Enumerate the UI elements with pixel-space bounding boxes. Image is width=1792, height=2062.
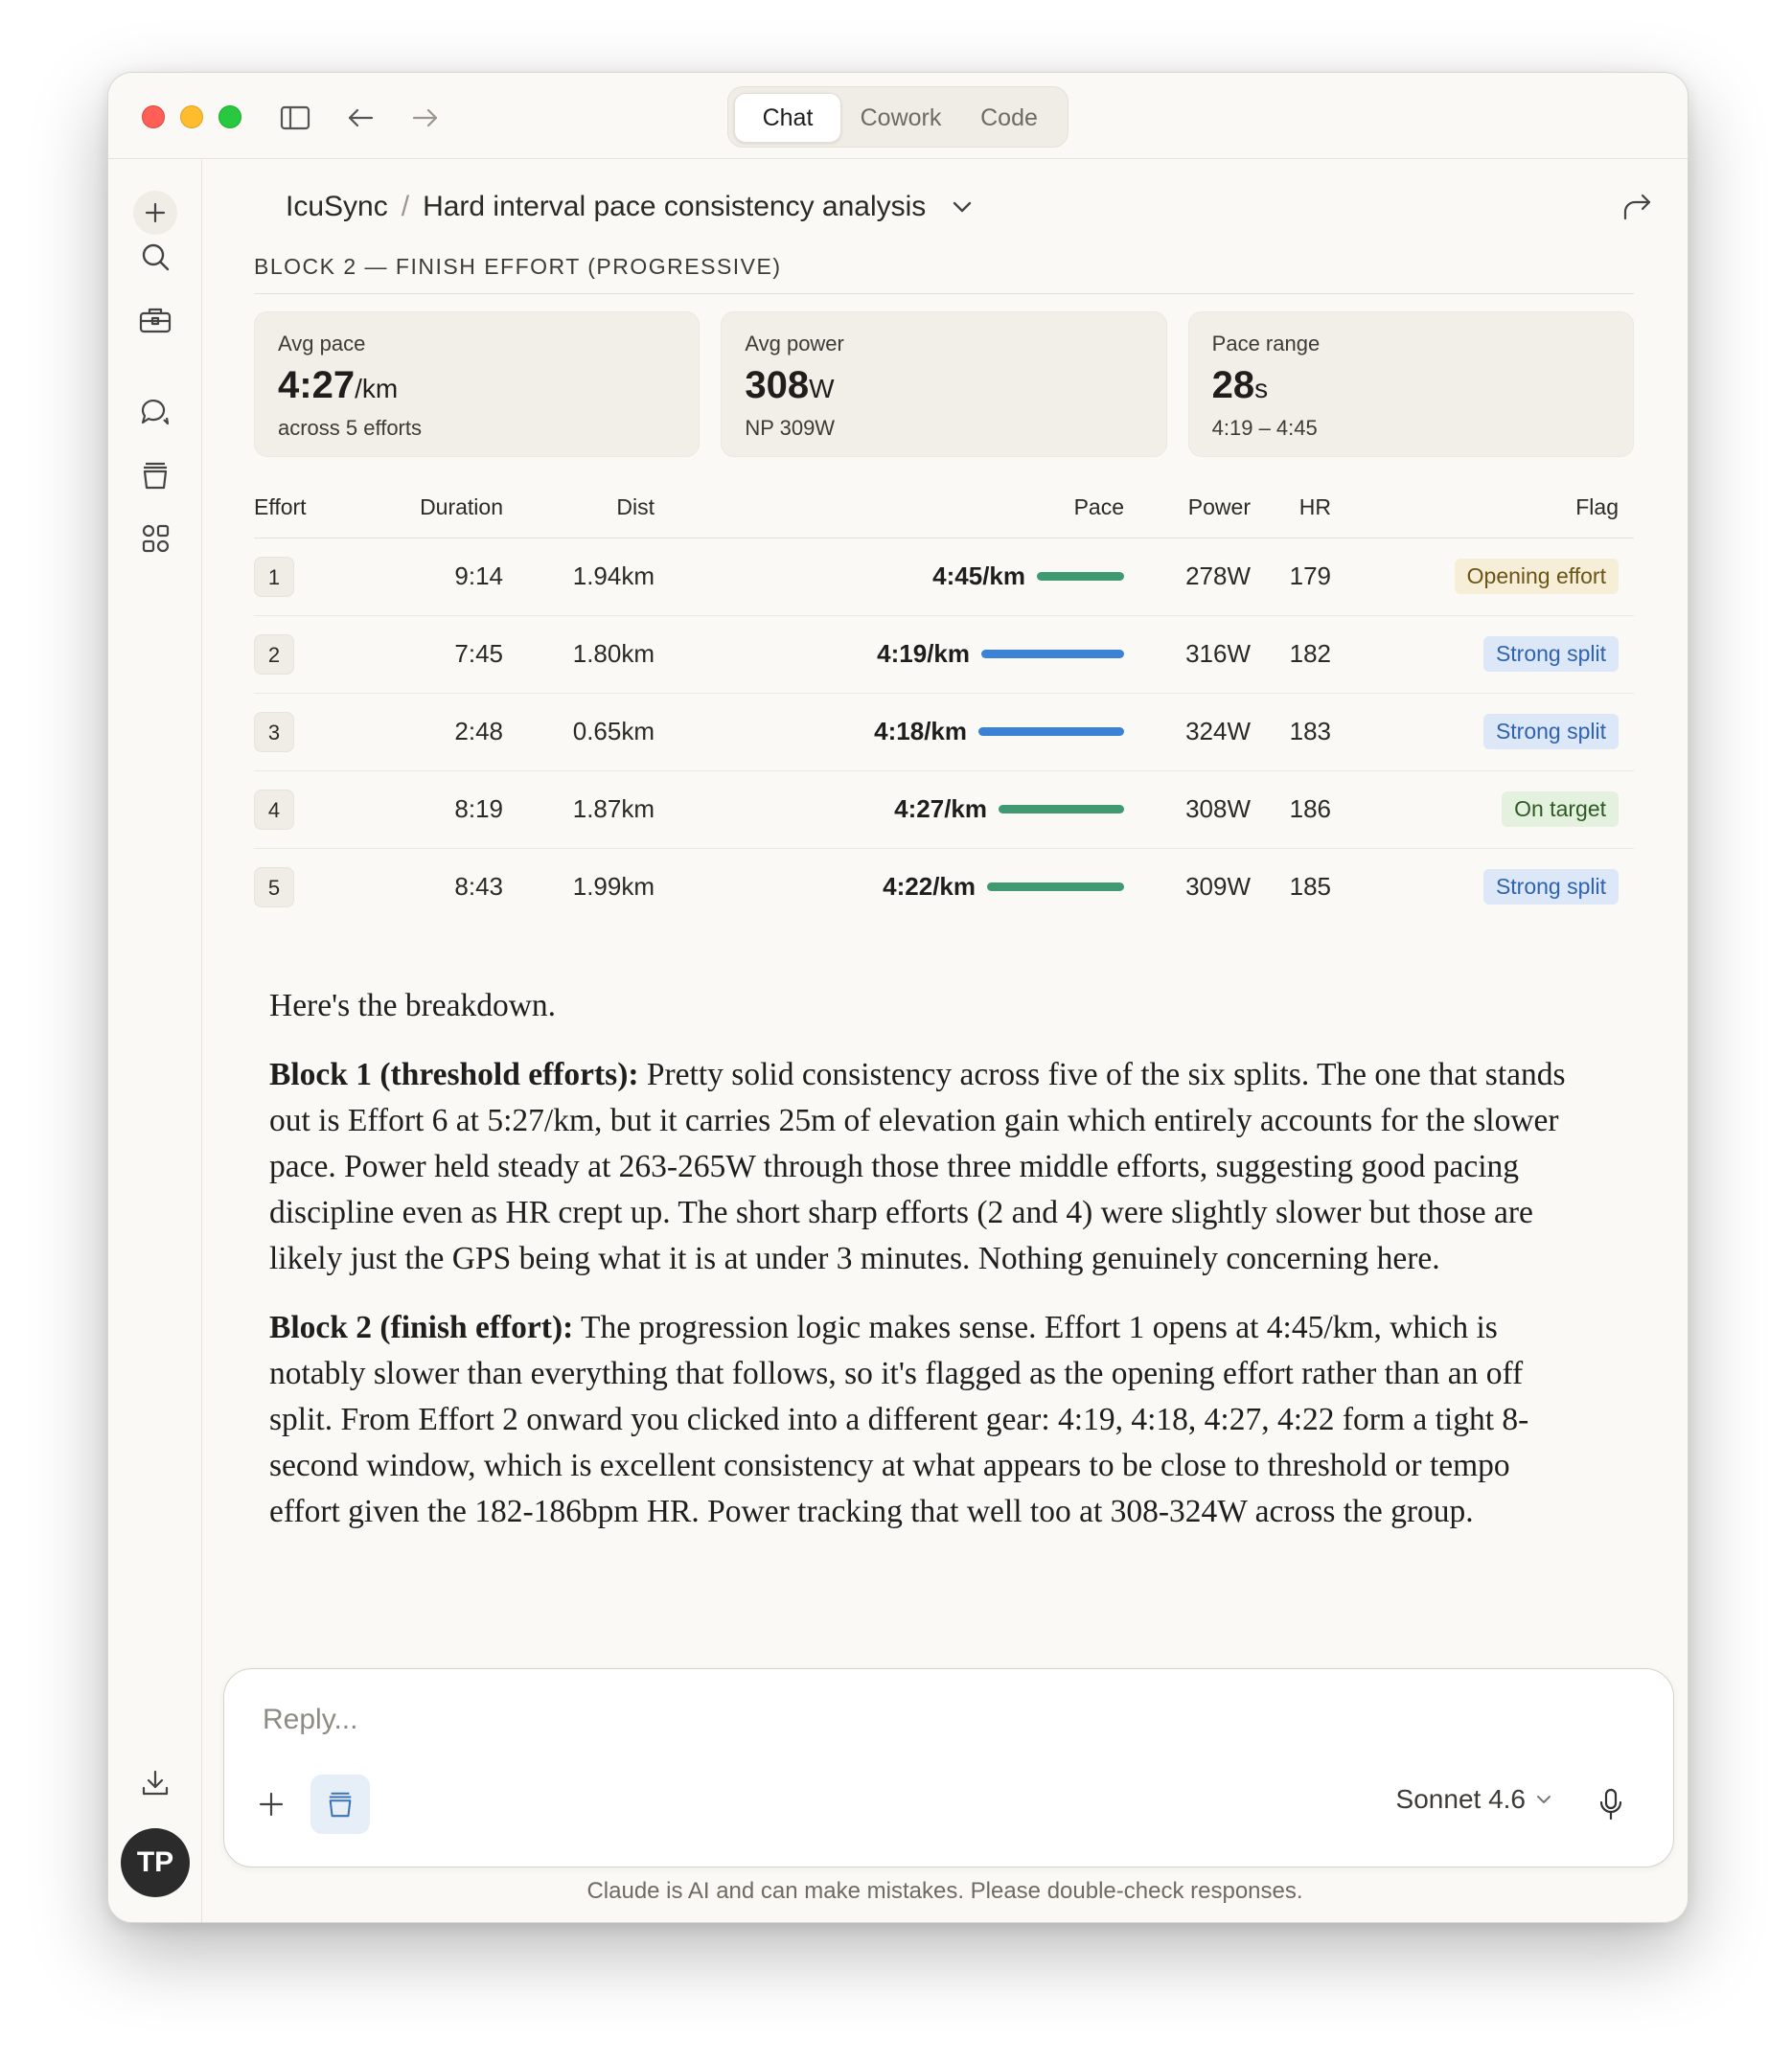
message-block1 [269, 1052, 1573, 1282]
pace-value: 4:18/km [874, 717, 967, 745]
hr-cell: 182 [1251, 615, 1331, 693]
block1-heading: Block 1 (threshold efforts): [269, 1057, 639, 1092]
minimize-window-button[interactable] [180, 105, 203, 128]
dist-cell: 1.99km [572, 872, 655, 902]
stat-value: 308 [745, 364, 810, 406]
table-row [254, 848, 1634, 926]
block2-heading: Block 2 (finish effort): [269, 1310, 574, 1345]
hr-cell: 186 [1251, 770, 1331, 848]
mode-switcher [727, 86, 1068, 148]
power-cell: 309W [1185, 872, 1251, 902]
stat-sub: 4:19 – 4:45 [1211, 416, 1318, 440]
dist-cell: 1.94km [503, 538, 655, 615]
flag-cell [1331, 770, 1634, 848]
duration-cell: 7:45 [369, 615, 503, 693]
section-title: BLOCK 2 — FINISH EFFORT (PROGRESSIVE) [254, 245, 1634, 294]
breadcrumb-separator: / [401, 191, 410, 222]
disclaimer: Claude is AI and can make mistakes. Please double-check responses. [586, 1878, 1303, 1904]
flag-cell [1331, 848, 1634, 926]
search-icon[interactable] [131, 233, 179, 281]
stat-card-pace-range [1188, 311, 1634, 457]
hr-cell: 183 [1251, 693, 1331, 770]
stat-sub: across 5 efforts [278, 416, 422, 440]
table-body [254, 538, 1634, 926]
download-icon[interactable] [131, 1759, 179, 1807]
stat-card-avg-pace [254, 311, 700, 457]
effort-number: 2 [254, 634, 294, 675]
pace-value: 4:27/km [894, 794, 987, 823]
col-duration: Duration [369, 478, 503, 538]
flag-badge: Strong split [1483, 714, 1619, 749]
col-power: Power [1124, 478, 1251, 538]
dist-cell: 1.87km [503, 770, 655, 848]
table-header-row [254, 478, 1634, 538]
effort-number: 3 [254, 712, 294, 752]
sidebar-toggle-icon[interactable] [279, 102, 311, 134]
breadcrumb [286, 186, 974, 228]
effort-number: 4 [254, 790, 294, 830]
model-selector[interactable] [1396, 1784, 1552, 1815]
assistant-message [269, 983, 1573, 1558]
message-intro: Here's the breakdown. [269, 988, 557, 1023]
pace-cell [655, 770, 1124, 848]
dist-cell: 1.80km [503, 615, 655, 693]
tab-cowork[interactable]: Cowork [860, 103, 942, 131]
table-row [254, 538, 1634, 615]
conversation-title[interactable]: Hard interval pace consistency analysis [423, 191, 927, 222]
col-hr: HR [1251, 478, 1331, 538]
stat-label: Pace range [1211, 332, 1321, 355]
pace-wrap [655, 717, 1124, 746]
stat-value: 4:27 [278, 364, 356, 406]
add-attachment-button[interactable] [241, 1775, 301, 1834]
title-bar [108, 73, 1688, 159]
flag-cell [1331, 538, 1634, 615]
col-dist: Dist [503, 478, 655, 538]
tab-code[interactable]: Code [980, 103, 1038, 131]
pace-value: 4:22/km [883, 872, 976, 902]
forward-arrow-icon[interactable] [409, 102, 442, 134]
power-cell: 324W [1124, 693, 1251, 770]
flag-badge: Opening effort [1455, 559, 1619, 594]
pace-bar [999, 805, 1124, 813]
projects-icon[interactable] [131, 451, 179, 499]
stat-card-avg-power [721, 311, 1166, 457]
effort-cell [254, 538, 369, 615]
effort-cell [254, 848, 369, 926]
block2-text: The progression logic makes sense. Effort 1 opens at 4:45/km, which is notably slower than everything that follows, so it's flagged as the opening effort rather than an off split. From Effort 2 onward you clicked into a different gear: 4:19, 4:18, 4:27, 4:22 form a tight 8-second window, which is excellent consistency at what appears to be close to threshold or tempo effort given the 182-186bpm HR. Power tracking that well too at 308-324W across the group. [269, 1310, 1529, 1529]
flag-badge: On target [1502, 791, 1619, 827]
table-row [254, 770, 1634, 848]
pace-bar [1037, 572, 1124, 581]
pace-cell [655, 615, 1124, 693]
col-pace: Pace [655, 478, 1124, 538]
microphone-icon[interactable] [1587, 1780, 1635, 1828]
tab-chat[interactable]: Chat [734, 93, 841, 143]
pace-value: 4:45/km [932, 561, 1025, 590]
flag-badge: Strong split [1483, 869, 1619, 905]
flag-cell [1331, 693, 1634, 770]
pace-cell [655, 538, 1124, 615]
power-cell: 278W [1124, 538, 1251, 615]
project-context-button[interactable] [310, 1775, 370, 1834]
app-window [107, 72, 1689, 1923]
model-name: Sonnet 4.6 [1395, 1784, 1526, 1814]
block1-text: Pretty solid consistency across five of the six splits. The one that stands out is Effort 6 at 5:27/km, but it carries 25m of elevation gain which entirely accounts for the slower pace. Power held steady at 263-265W through those three middle efforts, suggesting good pacing discipline even as HR crept up. The short sharp efforts (2 and 4) were slightly slower but those are likely just the GPS being what it is at under 3 minutes. Nothing genuinely concerning here. [269, 1057, 1566, 1276]
sidebar [108, 160, 202, 1922]
breadcrumb-project[interactable]: IcuSync [286, 191, 388, 222]
pace-cell [655, 693, 1124, 770]
pace-value: 4:19/km [877, 639, 970, 668]
back-arrow-icon[interactable] [344, 102, 377, 134]
efforts-table [254, 478, 1634, 926]
artifact-content [254, 245, 1634, 926]
maximize-window-button[interactable] [218, 105, 241, 128]
stat-unit: /km [355, 374, 399, 403]
hr-cell: 185 [1289, 872, 1331, 902]
col-flag: Flag [1331, 478, 1634, 538]
chevron-down-icon [1535, 1794, 1552, 1805]
dist-cell: 0.65km [503, 693, 655, 770]
power-cell: 308W [1124, 770, 1251, 848]
table-row [254, 693, 1634, 770]
duration-cell: 9:14 [369, 538, 503, 615]
stat-value: 28 [1211, 364, 1255, 406]
pace-cell [655, 848, 1124, 926]
pace-wrap [655, 561, 1124, 591]
message-block2 [269, 1305, 1573, 1535]
stat-unit: s [1254, 374, 1269, 403]
artifacts-icon[interactable] [131, 515, 179, 562]
toolbox-icon[interactable] [131, 296, 179, 344]
effort-cell [254, 615, 369, 693]
pace-bar [978, 727, 1124, 736]
pace-bar [981, 650, 1124, 658]
pace-bar [987, 882, 1124, 891]
power-cell: 316W [1124, 615, 1251, 693]
duration-cell: 8:19 [369, 770, 503, 848]
pace-wrap [655, 872, 1124, 902]
flag-badge: Strong split [1483, 636, 1619, 672]
chats-icon[interactable] [131, 388, 179, 436]
stat-sub: NP 309W [745, 416, 836, 440]
chevron-down-icon[interactable] [951, 199, 974, 215]
user-avatar[interactable]: TP [121, 1828, 190, 1897]
effort-cell [254, 693, 369, 770]
stat-value-wrap [1212, 362, 1610, 412]
stat-value-wrap [278, 362, 676, 412]
stat-label: Avg power [745, 332, 844, 355]
reply-input[interactable] [263, 1704, 1508, 1736]
table-row [254, 615, 1634, 693]
effort-number: 5 [254, 867, 294, 907]
close-window-button[interactable] [142, 105, 165, 128]
col-effort: Effort [254, 478, 369, 538]
duration-cell: 8:43 [454, 872, 503, 902]
stat-cards [254, 311, 1634, 457]
new-chat-button[interactable] [133, 191, 177, 235]
stat-label: Avg pace [278, 332, 366, 355]
stat-unit: W [809, 374, 835, 403]
pace-wrap [655, 794, 1124, 824]
flag-cell [1331, 615, 1634, 693]
effort-number: 1 [254, 557, 294, 597]
composer [223, 1668, 1674, 1867]
duration-cell: 2:48 [369, 693, 503, 770]
stat-value-wrap [745, 362, 1142, 412]
pace-wrap [655, 639, 1124, 669]
share-icon[interactable] [1619, 188, 1657, 226]
effort-cell [254, 770, 369, 848]
hr-cell: 179 [1251, 538, 1331, 615]
